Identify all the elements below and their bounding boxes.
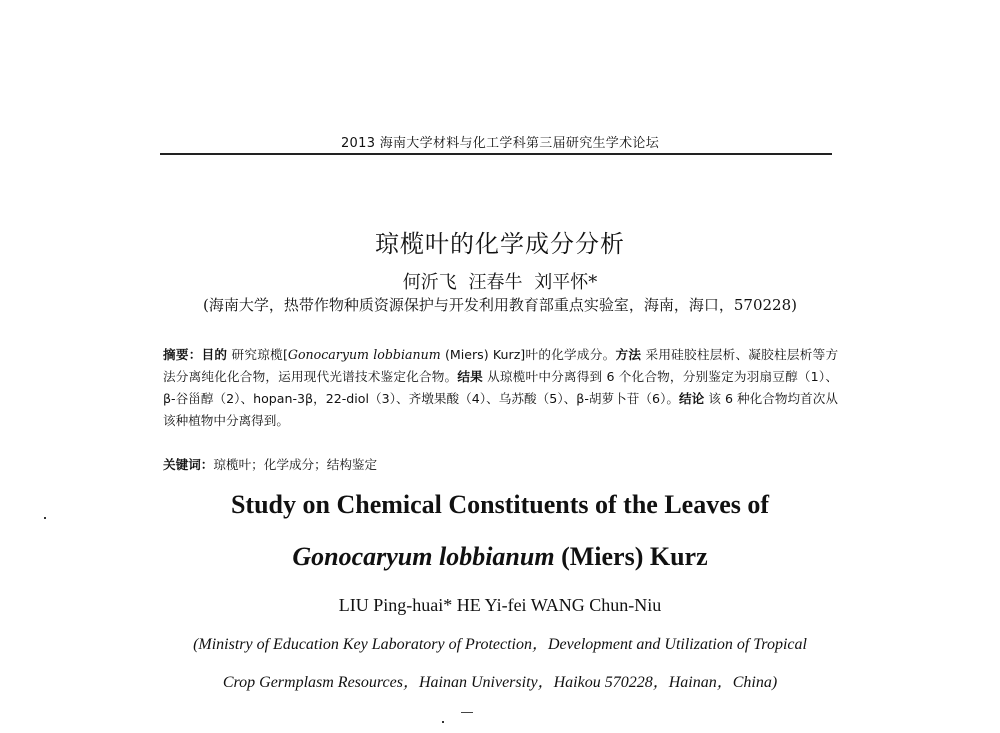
purpose-label: 目的	[201, 347, 228, 362]
purpose-text-pre: 研究琼榄[	[227, 347, 288, 362]
method-text: 采用硅胶柱层析、凝胶柱层析等方法分离纯化化合物，运用现代光谱技术鉴定化合物。	[163, 347, 839, 384]
result-label: 结果	[457, 369, 483, 384]
english-authors: LIU Ping-huai* HE Yi-fei WANG Chun-Niu	[338, 595, 662, 615]
chinese-affiliation: (海南大学，热带作物种质资源保护与开发利用教育部重点实验室，海南，海口，570228)	[203, 296, 797, 314]
english-affiliation-line2: Crop Germplasm Resources，Hainan University，Haikou 570228，Hainan，China)	[222, 674, 778, 691]
english-title-line1: Study on Chemical Constituents of the Leaves of	[230, 490, 770, 519]
keywords	[163, 454, 377, 473]
method-label: 方法	[615, 347, 642, 362]
conclusion-text: 该 6 种化合物均首次从该种植物中分离得到。	[163, 391, 839, 428]
species-name-italic: Gonocaryum lobbianum	[287, 347, 441, 362]
keywords-text: 琼榄叶；化学成分；结构鉴定	[213, 457, 378, 472]
chinese-authors: 何沂飞 汪春牛 刘平怀*	[402, 272, 598, 293]
scan-speck	[44, 517, 46, 519]
result-text: 从琼榄叶中分离得到 6 个化合物，分别鉴定为羽扇豆醇（1）、β-谷甾醇（2）、hopan-3β，22-diol（3）、齐墩果酸（4）、乌苏酸（5）、β-胡萝卜苷（6）。	[163, 369, 838, 406]
scan-speck	[442, 721, 444, 723]
chinese-abstract	[163, 344, 838, 432]
english-title-species: Gonocaryum lobbianum	[292, 542, 555, 571]
running-header: 2013 海南大学材料与化工学科第三届研究生学术论坛	[340, 136, 660, 151]
english-affiliation-line1: (Ministry of Education Key Laboratory of Protection，Development and Utilization of Tropical	[193, 636, 807, 653]
chinese-title: 琼榄叶的化学成分分析	[375, 230, 625, 258]
header-rule	[160, 153, 832, 155]
english-title-authority: (Miers) Kurz	[554, 542, 708, 571]
keywords-label: 关键词：	[163, 457, 214, 472]
purpose-text-post: (Miers) Kurz]叶的化学成分。	[440, 347, 616, 362]
page-mark	[461, 712, 473, 713]
english-title-line2	[0, 542, 1000, 572]
conclusion-label: 结论	[679, 391, 705, 406]
abstract-label: 摘要：	[163, 347, 202, 362]
